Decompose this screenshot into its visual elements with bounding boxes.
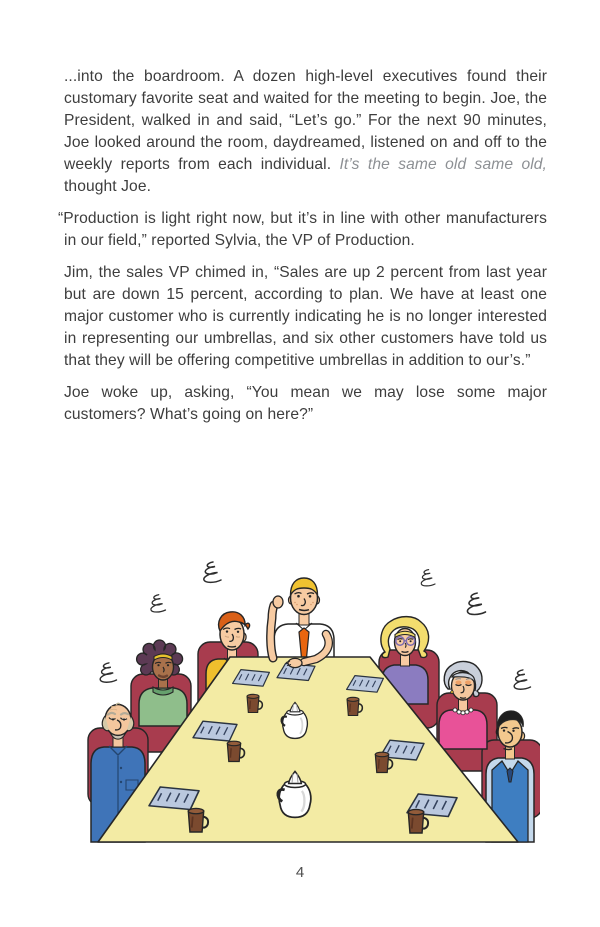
paragraph-jim: Jim, the sales VP chimed in, “Sales are up 2 percent from last year but are down 15 percent, according to plan. We have at least one major customer who is currently indicating he is no longer interested in representing our umbrellas, and six other customers have told us that they will be offering competitive umbrellas in addition to our’s.”	[64, 264, 547, 369]
paragraph-intro-text: ...into the boardroom. A dozen high-level executives found their customary favorite seat and waited for the meeting to begin. Joe, the President, walked in and said, “Let’s go.” For the next 90 minutes, Joe looked around the room, daydreamed, listened on and off to the weekly reports from each individual.	[64, 68, 547, 173]
body-text	[58, 66, 547, 436]
boardroom-scene-svg	[60, 552, 540, 852]
paragraph-intro-end: thought Joe.	[64, 178, 152, 195]
page-number: 4	[295, 864, 305, 881]
boardroom-illustration	[60, 552, 540, 852]
paragraph-joe-question: Joe woke up, asking, “You mean we may lose some major customers? What’s going on here?”	[64, 384, 547, 423]
paragraph-intro	[64, 66, 547, 198]
paragraph-sylvia: “Production is light right now, but it’s in line with other manufacturers in our field,” reported Sylvia, the VP of Production.	[58, 210, 547, 249]
inner-thought-text: It’s the same old same old,	[339, 156, 547, 173]
